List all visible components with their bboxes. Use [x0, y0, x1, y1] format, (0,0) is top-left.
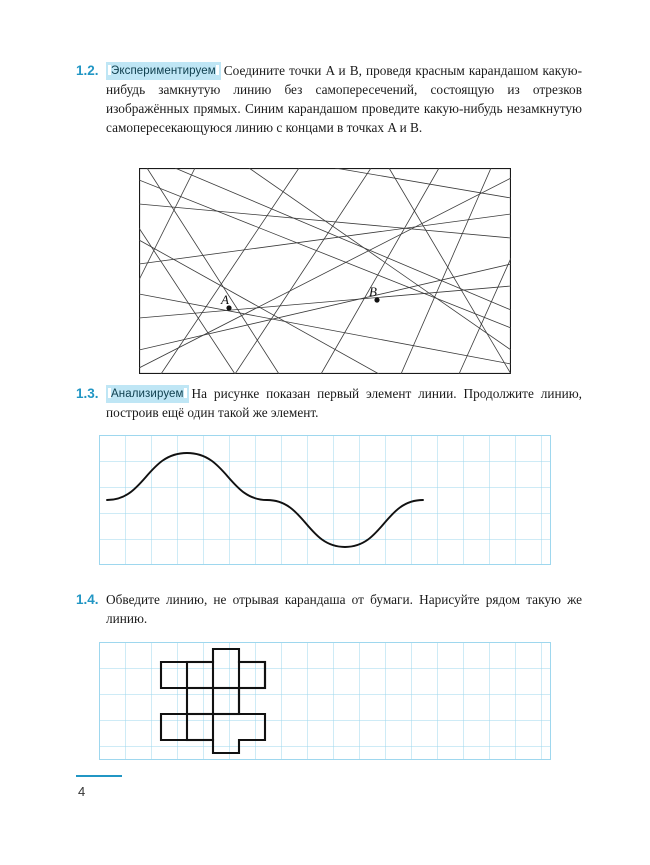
exercise-1-2-number: 1.2.: [76, 63, 99, 78]
exercise-1-3-body: [106, 385, 582, 423]
exercise-1-4-head: [76, 591, 582, 629]
wave-figure-svg: [99, 435, 551, 565]
tag-experimenting: Экспериментируем: [106, 62, 221, 80]
exercise-1-3-head: [76, 385, 582, 423]
tag-analyzing: Анализируем: [106, 385, 189, 403]
exercise-1-4-body: [106, 591, 582, 629]
lines-figure-svg: [139, 168, 511, 374]
exercise-1-3-number: 1.3.: [76, 386, 99, 401]
wave-figure: [99, 435, 551, 570]
point-a-label: A: [221, 292, 229, 307]
exercise-1-4-number: 1.4.: [76, 592, 99, 607]
page-number: 4: [78, 784, 86, 799]
lines-figure: [139, 168, 511, 379]
squares-figure-svg: [99, 642, 551, 760]
footer-rule: [76, 775, 122, 777]
exercise-1-2-body: [106, 62, 582, 138]
exercise-1-2-text: Соедините точки A и B, проведя красным карандашом какую-нибудь замкнутую линию без самопересечений, состоящую из отрезков изображённых прямых. Синим карандашом проведите какую-нибудь незамкнутую самопересекающуюся линию с концами в точках A и B.: [106, 63, 582, 135]
squares-figure: [99, 642, 551, 765]
exercise-1-4: [76, 591, 582, 629]
exercise-1-2: [76, 62, 582, 138]
exercise-1-4-text: Обведите линию, не отрывая карандаша от бумаги. Нарисуйте рядом такую же линию.: [106, 592, 582, 626]
exercise-1-3: [76, 385, 582, 423]
exercise-1-2-head: [76, 62, 582, 138]
exercise-1-3-text: На рисунке показан первый элемент линии. Продолжите линию, построив ещё один такой же элемент.: [106, 386, 582, 420]
point-b-label: B: [369, 284, 377, 299]
